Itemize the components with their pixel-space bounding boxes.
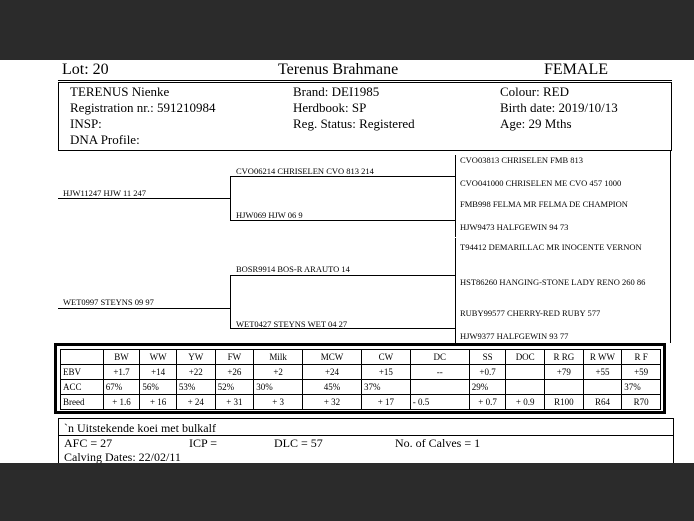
- animal-name: TERENUS Nienke: [70, 84, 170, 99]
- row-label: Breed: [61, 395, 104, 410]
- dam-name: WET0997 STEYNS 09 97: [63, 297, 154, 307]
- animal-title: Terenus Brahmane: [278, 61, 399, 78]
- table-cell: + 0.7: [469, 395, 506, 410]
- sd-line: [230, 220, 455, 221]
- table-cell: 53%: [176, 380, 215, 395]
- ss-bracket: [455, 155, 456, 197]
- table-cell: 37%: [622, 380, 661, 395]
- table-cell: 37%: [361, 380, 410, 395]
- header-cell: SS: [469, 350, 506, 365]
- ds-bracket: [455, 238, 456, 296]
- header-cell: CW: [361, 350, 410, 365]
- table-cell: [545, 380, 584, 395]
- table-cell: + 32: [303, 395, 362, 410]
- registration-status: Reg. Status: Registered: [293, 116, 415, 131]
- remarks-divider: [59, 435, 673, 436]
- ggparent-8: HJW9377 HALFGEWIN 93 77: [460, 331, 569, 341]
- table-cell: 29%: [469, 380, 506, 395]
- table-cell: + 31: [215, 395, 254, 410]
- ebv-table: [60, 349, 661, 410]
- header-cell: DC: [410, 350, 469, 365]
- table-cell: + 3: [254, 395, 303, 410]
- table-cell: [410, 380, 469, 395]
- ebv-table-frame: [54, 343, 666, 414]
- row-label: ACC: [61, 380, 104, 395]
- table-cell: +24: [303, 365, 362, 380]
- insp-label: INSP:: [70, 116, 102, 131]
- sd-bracket: [455, 197, 456, 237]
- header-rule: [58, 80, 672, 81]
- ds-line: [230, 275, 455, 276]
- header-cell: BW: [103, 350, 140, 365]
- header-cell: MCW: [303, 350, 362, 365]
- lot-sheet: [0, 60, 694, 463]
- table-cell: [506, 365, 545, 380]
- table-cell: +1.7: [103, 365, 140, 380]
- header-cell: FW: [215, 350, 254, 365]
- ggparent-6: HST86260 HANGING-STONE LADY RENO 260 86: [460, 277, 646, 287]
- table-cell: + 24: [176, 395, 215, 410]
- header-cell: WW: [140, 350, 177, 365]
- table-cell: 56%: [140, 380, 177, 395]
- table-cell: - 0.5: [410, 395, 469, 410]
- header-cell: DOC: [506, 350, 545, 365]
- sire-dam-name: HJW069 HJW 06 9: [236, 210, 303, 220]
- table-cell: R100: [545, 395, 584, 410]
- table-cell: --: [410, 365, 469, 380]
- dlc-value: DLC = 57: [274, 436, 323, 450]
- header-cell: YW: [176, 350, 215, 365]
- dam-sire-name: BOSR9914 BOS-R ARAUTO 14: [236, 264, 350, 274]
- acc-row: [61, 380, 661, 395]
- table-cell: 67%: [103, 380, 140, 395]
- colour: Colour: RED: [500, 84, 569, 99]
- ggparent-7: RUBY99577 CHERRY-RED RUBY 577: [460, 308, 601, 318]
- sire-line: [58, 198, 230, 199]
- table-cell: +14: [140, 365, 177, 380]
- table-cell: +79: [545, 365, 584, 380]
- ggparent-4: HJW9473 HALFGEWIN 94 73: [460, 222, 569, 232]
- sire-bracket: [230, 176, 231, 220]
- sex-label: FEMALE: [544, 61, 608, 78]
- table-cell: +2: [254, 365, 303, 380]
- table-cell: 52%: [215, 380, 254, 395]
- calving-dates: Calving Dates: 22/02/11: [64, 450, 181, 463]
- ebv-row: [61, 365, 661, 380]
- header-cell: Milk: [254, 350, 303, 365]
- header-cell: R F: [622, 350, 661, 365]
- herdbook: Herdbook: SP: [293, 100, 367, 115]
- dam-dam-name: WET0427 STEYNS WET 04 27: [236, 319, 348, 329]
- table-cell: +59: [622, 365, 661, 380]
- remarks-box: [58, 418, 674, 463]
- table-cell: +15: [361, 365, 410, 380]
- table-cell: + 0.9: [506, 395, 545, 410]
- ggparent-1: CVO03813 CHRISELEN FMB 813: [460, 155, 584, 165]
- dd-bracket: [455, 296, 456, 343]
- icp-value: ICP =: [189, 436, 217, 450]
- sire-name: HJW11247 HJW 11 247: [63, 188, 147, 198]
- calves-count: No. of Calves = 1: [395, 436, 481, 450]
- ggparent-5: T94412 DEMARILLAC MR INOCENTE VERNON: [460, 242, 642, 252]
- table-cell: 45%: [303, 380, 362, 395]
- ggparent-3: FMB998 FELMA MR FELMA DE CHAMPION: [460, 199, 628, 209]
- header-cell: R WW: [583, 350, 622, 365]
- table-cell: 30%: [254, 380, 303, 395]
- birth-date: Birth date: 2019/10/13: [500, 100, 618, 115]
- registration-number: Registration nr.: 591210984: [70, 100, 216, 115]
- table-cell: + 1.6: [103, 395, 140, 410]
- remarks-comment: `n Uitstekende koei met bulkalf: [64, 421, 216, 435]
- pedigree-right-border: [670, 150, 671, 343]
- table-cell: +0.7: [469, 365, 506, 380]
- sire-sire-name: CVO06214 CHRISELEN CVO 813 214: [236, 166, 374, 176]
- age: Age: 29 Mths: [500, 116, 572, 131]
- table-cell: R64: [583, 395, 622, 410]
- afc-value: AFC = 27: [64, 436, 113, 450]
- dam-line: [58, 308, 230, 309]
- table-cell: R70: [622, 395, 661, 410]
- table-cell: [506, 380, 545, 395]
- table-cell: +22: [176, 365, 215, 380]
- brand: Brand: DEI1985: [293, 84, 380, 99]
- info-bottom-rule: [58, 150, 672, 151]
- table-cell: [583, 380, 622, 395]
- table-cell: +55: [583, 365, 622, 380]
- header-cell: R RG: [545, 350, 584, 365]
- table-cell: + 17: [361, 395, 410, 410]
- dam-bracket: [230, 275, 231, 328]
- ss-line: [230, 176, 455, 177]
- ggparent-2: CVO041000 CHRISELEN ME CVO 457 1000: [460, 178, 622, 188]
- ebv-header-row: [61, 350, 661, 365]
- table-cell: + 16: [140, 395, 177, 410]
- table-cell: +26: [215, 365, 254, 380]
- header-cell: [61, 350, 104, 365]
- lot-number: Lot: 20: [62, 61, 109, 78]
- breed-row: [61, 395, 661, 410]
- dna-profile: DNA Profile:: [70, 132, 140, 147]
- row-label: EBV: [61, 365, 104, 380]
